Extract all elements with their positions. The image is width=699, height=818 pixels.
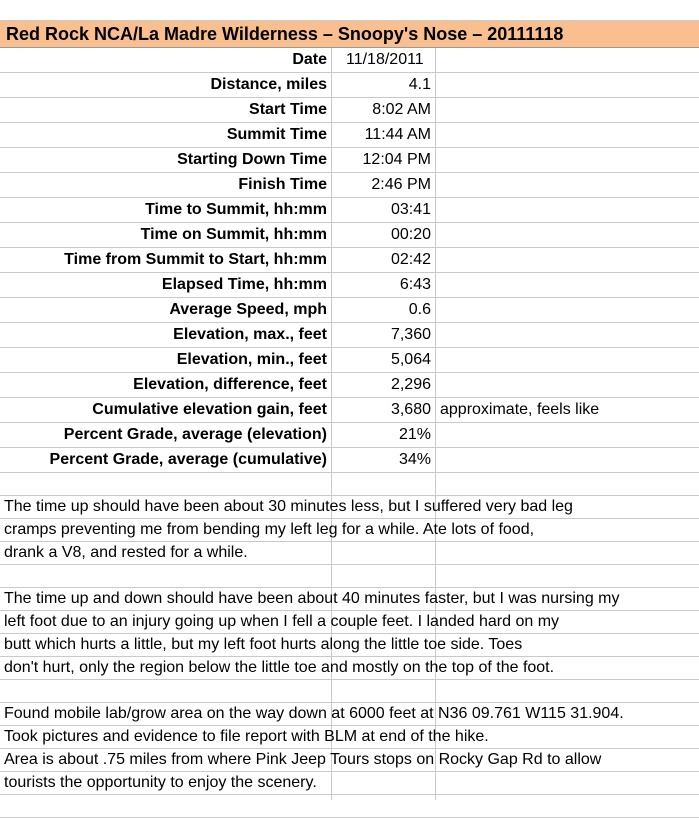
row-label[interactable]: Elapsed Time, hh:mm	[0, 273, 332, 298]
note-line[interactable]: don't hurt, only the region below the little toe and mostly on the top of the foot.	[4, 659, 555, 676]
note-line[interactable]: tourists the opportunity to enjoy the scenery.	[4, 774, 317, 791]
note-line[interactable]: left foot due to an injury going up when I fell a couple feet. I landed hard on my	[4, 613, 560, 630]
row-note[interactable]	[436, 323, 699, 348]
row-label[interactable]: Starting Down Time	[0, 148, 332, 173]
row-label[interactable]: Percent Grade, average (elevation)	[0, 423, 332, 448]
row-value[interactable]: 34%	[332, 448, 436, 473]
row-note[interactable]	[436, 448, 699, 473]
row-label[interactable]: Summit Time	[0, 123, 332, 148]
note-line[interactable]: Took pictures and evidence to file report with BLM at end of the hike.	[4, 728, 489, 745]
row-value[interactable]: 8:02 AM	[332, 98, 436, 123]
row-value[interactable]: 11/18/2011	[332, 48, 436, 73]
note-line[interactable]: drank a V8, and rested for a while.	[4, 544, 248, 561]
row-value[interactable]: 4.1	[332, 73, 436, 98]
row-label[interactable]: Elevation, difference, feet	[0, 373, 332, 398]
row-value[interactable]: 03:41	[332, 198, 436, 223]
row-value[interactable]: 00:20	[332, 223, 436, 248]
note-line[interactable]: Area is about .75 miles from where Pink Jeep Tours stops on Rocky Gap Rd to allow	[4, 751, 602, 768]
row-note[interactable]	[436, 223, 699, 248]
row-value[interactable]: 7,360	[332, 323, 436, 348]
row-label[interactable]: Time from Summit to Start, hh:mm	[0, 248, 332, 273]
row-value[interactable]: 12:04 PM	[332, 148, 436, 173]
row-note[interactable]	[436, 423, 699, 448]
row-label[interactable]: Distance, miles	[0, 73, 332, 98]
row-note[interactable]	[436, 123, 699, 148]
row-note[interactable]	[436, 198, 699, 223]
row-value[interactable]: 02:42	[332, 248, 436, 273]
row-value[interactable]: 6:43	[332, 273, 436, 298]
row-value[interactable]: 3,680	[332, 398, 436, 423]
row-label[interactable]: Start Time	[0, 98, 332, 123]
row-label[interactable]: Cumulative elevation gain, feet	[0, 398, 332, 423]
row-note[interactable]	[436, 98, 699, 123]
row-label[interactable]: Finish Time	[0, 173, 332, 198]
row-value[interactable]: 5,064	[332, 348, 436, 373]
row-value[interactable]: 21%	[332, 423, 436, 448]
row-value[interactable]: 2,296	[332, 373, 436, 398]
note-line[interactable]: cramps preventing me from bending my left leg for a while. Ate lots of food,	[4, 521, 535, 538]
note-line[interactable]: The time up and down should have been about 40 minutes faster, but I was nursing my	[4, 590, 620, 607]
row-label[interactable]: Percent Grade, average (cumulative)	[0, 448, 332, 473]
row-label[interactable]: Time to Summit, hh:mm	[0, 198, 332, 223]
note-line[interactable]: The time up should have been about 30 minutes less, but I suffered very bad leg	[4, 498, 573, 515]
note-line[interactable]: Found mobile lab/grow area on the way down at 6000 feet at N36 09.761 W115 31.904.	[4, 705, 624, 722]
row-note[interactable]	[436, 48, 699, 73]
row-note[interactable]: approximate, feels like	[436, 398, 699, 423]
row-label[interactable]: Date	[0, 48, 332, 73]
row-note[interactable]	[436, 248, 699, 273]
row-value[interactable]: 0.6	[332, 298, 436, 323]
row-label[interactable]: Elevation, max., feet	[0, 323, 332, 348]
row-note[interactable]	[436, 73, 699, 98]
row-note[interactable]	[436, 348, 699, 373]
row-note[interactable]	[436, 298, 699, 323]
row-label[interactable]: Time on Summit, hh:mm	[0, 223, 332, 248]
row-note[interactable]	[436, 373, 699, 398]
row-note[interactable]	[436, 173, 699, 198]
row-label[interactable]: Elevation, min., feet	[0, 348, 332, 373]
row-value[interactable]: 11:44 AM	[332, 123, 436, 148]
note-line[interactable]: butt which hurts a little, but my left foot hurts along the little toe side. Toes	[4, 636, 523, 653]
row-note[interactable]	[436, 273, 699, 298]
row-value[interactable]: 2:46 PM	[332, 173, 436, 198]
sheet-title-cell[interactable]: Red Rock NCA/La Madre Wilderness – Snoopy's Nose – 20111118	[0, 20, 699, 48]
grid-line	[0, 564, 699, 565]
grid-line	[0, 679, 699, 680]
row-label[interactable]: Average Speed, mph	[0, 298, 332, 323]
grid-line	[0, 794, 699, 795]
row-note[interactable]	[436, 148, 699, 173]
